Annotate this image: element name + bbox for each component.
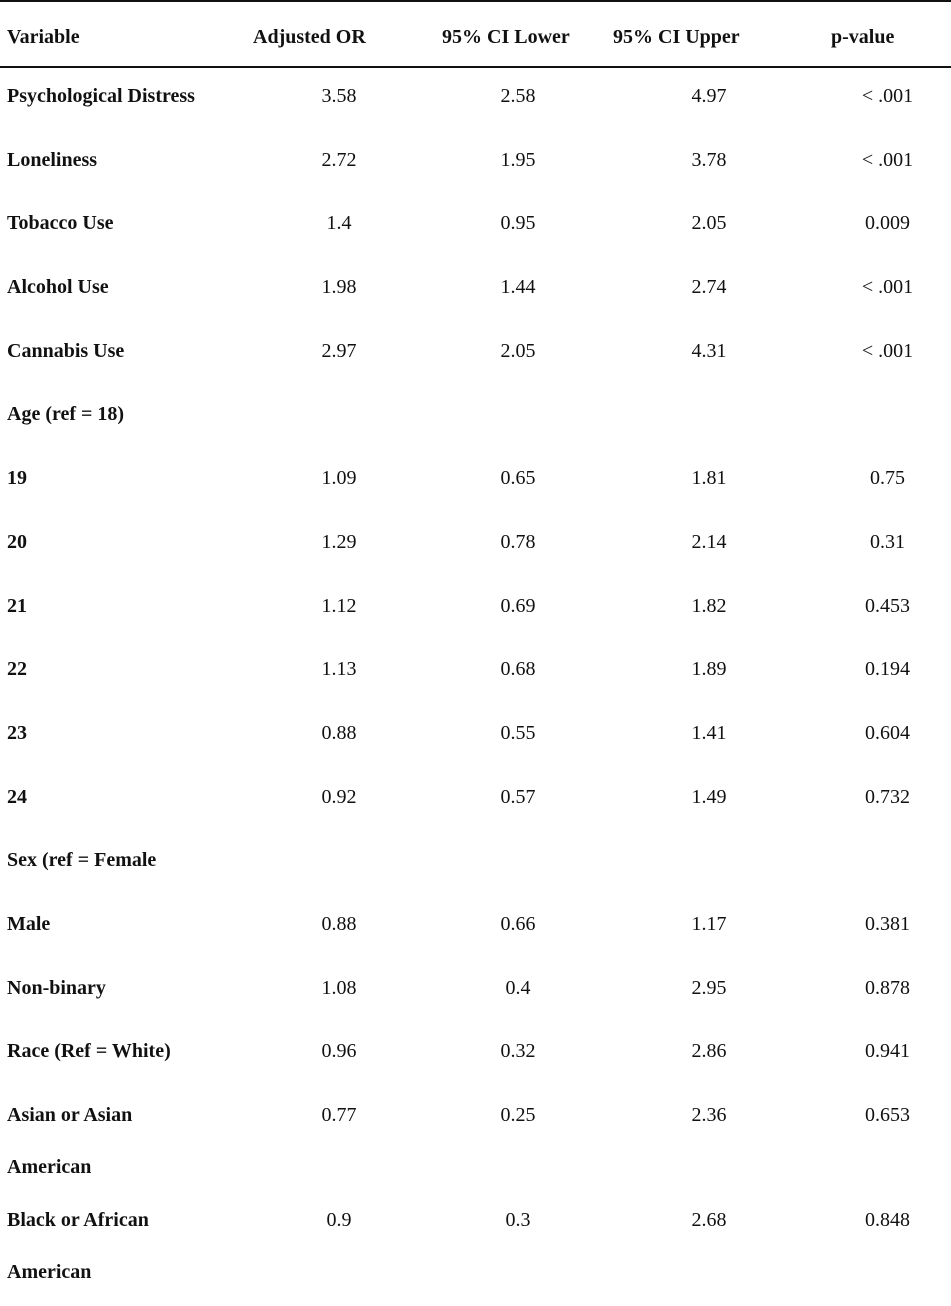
row-adjusted-or: 1.98 xyxy=(321,276,357,299)
table-row xyxy=(0,1201,951,1306)
row-variable: Race (Ref = White) xyxy=(7,1040,171,1063)
row-ci-upper: 1.82 xyxy=(691,594,727,617)
table-row xyxy=(0,1096,951,1201)
row-adjusted-or: 2.97 xyxy=(321,339,357,362)
row-adjusted-or: 1.4 xyxy=(326,212,352,235)
row-ci-upper: 1.41 xyxy=(691,721,727,744)
row-variable: Psychological Distress xyxy=(7,85,195,107)
table-header-row xyxy=(0,2,951,66)
row-adjusted-or xyxy=(236,395,442,404)
table-row xyxy=(0,905,951,969)
row-ci-lower: 0.32 xyxy=(500,1040,536,1063)
row-variable: Loneliness xyxy=(7,148,98,171)
row-ci-upper: 2.74 xyxy=(691,276,727,299)
table-row xyxy=(0,459,951,523)
row-p-value: 0.381 xyxy=(865,912,910,935)
table-row xyxy=(0,587,951,651)
row-ci-lower: 0.25 xyxy=(500,1104,536,1126)
header-variable: Variable xyxy=(7,26,80,48)
row-ci-lower: 0.68 xyxy=(500,658,536,681)
row-adjusted-or: 0.88 xyxy=(321,721,357,744)
row-variable: Non-binary xyxy=(7,976,106,999)
table-row xyxy=(0,395,951,459)
row-ci-upper: 1.17 xyxy=(691,912,727,935)
row-p-value: < .001 xyxy=(861,276,914,299)
row-p-value: < .001 xyxy=(861,85,914,107)
table-row xyxy=(0,141,951,205)
row-ci-lower: 0.78 xyxy=(500,530,536,553)
row-variable: 19 xyxy=(7,467,27,490)
row-ci-lower: 0.3 xyxy=(505,1209,531,1231)
row-adjusted-or: 1.13 xyxy=(321,658,357,681)
row-variable: Alcohol Use xyxy=(7,276,109,299)
table-row xyxy=(0,841,951,905)
row-p-value xyxy=(824,841,951,850)
header-adjusted-or: Adjusted OR xyxy=(253,26,366,48)
row-variable: Sex (ref = Female xyxy=(7,849,157,872)
row-adjusted-or: 1.12 xyxy=(321,594,357,617)
table-row xyxy=(0,650,951,714)
table-row xyxy=(0,523,951,587)
row-p-value: 0.732 xyxy=(865,785,910,808)
table-row xyxy=(0,969,951,1033)
row-adjusted-or xyxy=(236,841,442,850)
row-ci-lower: 1.95 xyxy=(500,148,536,171)
row-ci-lower: 0.57 xyxy=(500,785,536,808)
row-adjusted-or: 1.08 xyxy=(321,976,357,999)
row-ci-lower: 2.58 xyxy=(500,85,536,107)
table-row xyxy=(0,778,951,842)
row-ci-lower: 1.44 xyxy=(500,276,536,299)
row-variable: 24 xyxy=(7,785,27,808)
row-adjusted-or: 0.77 xyxy=(321,1104,357,1126)
row-ci-lower: 0.95 xyxy=(500,212,536,235)
row-ci-upper: 1.89 xyxy=(691,658,727,681)
row-adjusted-or: 0.88 xyxy=(321,912,357,935)
row-ci-upper: 4.31 xyxy=(691,339,727,362)
row-variable: Male xyxy=(7,912,51,935)
row-p-value: < .001 xyxy=(861,148,914,171)
row-p-value: 0.941 xyxy=(865,1040,910,1063)
table-row xyxy=(0,204,951,268)
row-adjusted-or: 1.09 xyxy=(321,467,357,490)
row-ci-upper: 2.86 xyxy=(691,1040,727,1063)
row-variable: Age (ref = 18) xyxy=(7,403,125,426)
header-p-value: p-value xyxy=(831,26,895,48)
row-ci-lower: 0.66 xyxy=(500,912,536,935)
row-ci-lower: 0.55 xyxy=(500,721,536,744)
row-variable: Tobacco Use xyxy=(7,212,114,235)
row-ci-upper xyxy=(594,395,824,404)
row-adjusted-or: 2.72 xyxy=(321,148,357,171)
row-adjusted-or: 1.29 xyxy=(321,530,357,553)
row-p-value: 0.194 xyxy=(865,658,910,681)
header-ci-lower: 95% CI Lower xyxy=(442,26,570,48)
header-ci-upper: 95% CI Upper xyxy=(613,26,740,48)
row-adjusted-or: 0.9 xyxy=(326,1209,352,1231)
row-ci-upper: 1.49 xyxy=(691,785,727,808)
row-ci-upper: 2.05 xyxy=(691,212,727,235)
row-ci-lower: 0.4 xyxy=(505,976,531,999)
row-ci-upper: 2.36 xyxy=(691,1104,727,1126)
row-adjusted-or: 0.92 xyxy=(321,785,357,808)
row-ci-lower: 2.05 xyxy=(500,339,536,362)
row-p-value: 0.878 xyxy=(865,976,910,999)
row-p-value: < .001 xyxy=(861,339,914,362)
row-adjusted-or: 3.58 xyxy=(321,85,357,107)
table-row xyxy=(0,77,951,141)
table-body xyxy=(0,68,951,1306)
row-p-value: 0.75 xyxy=(870,467,905,490)
table-row xyxy=(0,332,951,396)
row-variable: 23 xyxy=(7,721,27,744)
row-ci-lower xyxy=(442,395,594,404)
row-variable: Cannabis Use xyxy=(7,339,125,362)
table-row xyxy=(0,714,951,778)
row-variable: 22 xyxy=(7,658,27,681)
row-ci-lower: 0.65 xyxy=(500,467,536,490)
row-ci-upper xyxy=(594,841,824,850)
row-ci-lower: 0.69 xyxy=(500,594,536,617)
row-variable: 20 xyxy=(7,530,27,553)
row-p-value: 0.009 xyxy=(865,212,910,235)
row-ci-upper: 1.81 xyxy=(691,467,727,490)
row-variable: 21 xyxy=(7,594,27,617)
row-ci-upper: 4.97 xyxy=(691,85,727,107)
row-p-value: 0.604 xyxy=(865,721,910,744)
table-row xyxy=(0,1032,951,1096)
row-p-value: 0.453 xyxy=(865,594,910,617)
row-p-value: 0.848 xyxy=(865,1209,910,1231)
row-variable: Black or African American xyxy=(7,1209,149,1283)
row-p-value: 0.653 xyxy=(865,1104,910,1126)
row-ci-upper: 2.68 xyxy=(691,1209,727,1231)
row-ci-lower xyxy=(442,841,594,850)
row-adjusted-or: 0.96 xyxy=(321,1040,357,1063)
row-ci-upper: 2.14 xyxy=(691,530,727,553)
row-p-value xyxy=(824,395,951,404)
row-ci-upper: 3.78 xyxy=(691,148,727,171)
row-p-value: 0.31 xyxy=(870,530,905,553)
table-row xyxy=(0,268,951,332)
row-ci-upper: 2.95 xyxy=(691,976,727,999)
row-variable: Asian or Asian American xyxy=(7,1104,133,1178)
